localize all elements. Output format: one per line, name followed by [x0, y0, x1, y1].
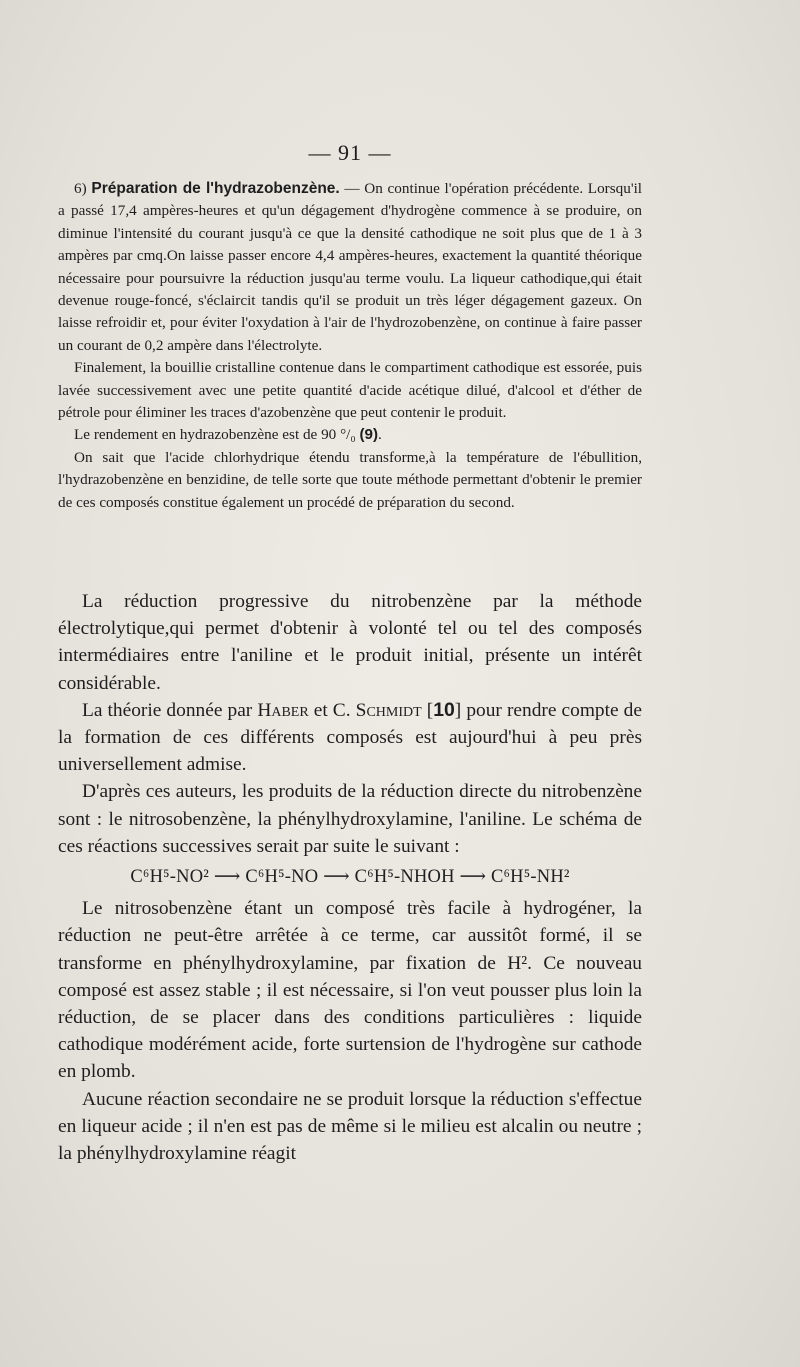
paragraph-reaction-secondaire: Aucune réaction secondaire ne se produit lorsque la réduction s'effectue en liqueur acide ; il n'en est pas de même si le milieu est alcalin ou neutre ; la phénylhydroxylamine réagit: [58, 1088, 642, 1165]
paragraph-reduction: La réduction progressive du nitrobenzène par la méthode électrolytique,qui permet d'obtenir à volonté tel ou tel des composés intermédiaires entre l'aniline et le produit initial, présente un intérêt considérable.: [58, 591, 642, 694]
paragraph-finalement: Finalement, la bouillie cristalline contenue dans le compartiment cathodique est essorée, puis lavée successivement avec une petite quantité d'acide acétique dilué, d'alcool et d'éther de pétrole pour éliminer les traces d'azobenzène que peut contenir le produit.: [58, 359, 642, 422]
paragraph-auteurs: D'après ces auteurs, les produits de la réduction directe du nitrobenzène sont : le nitrosobenzène, la phénylhydroxylamine, l'aniline. Le schéma de ces réactions successives serait par suite le suivant :: [58, 781, 642, 857]
theorie-text-b: et C.: [308, 699, 356, 721]
theorie-text-a: La théorie donnée par: [82, 699, 258, 721]
theorie-text-d: ] pour rendre compte de la formation de ces différents composés est aujourd'hui à peu près universellement admise.: [58, 699, 642, 776]
page-number: — 91 —: [308, 140, 392, 165]
paragraph-theorie: [58, 697, 642, 779]
paragraph-preparation: [58, 178, 642, 357]
paragraph-text: — On continue l'opération précédente. Lorsqu'il a passé 17,4 ampères-heures et qu'un dégagement d'hydrogène commence à se produire, on diminue l'intensité du courant jusqu'à ce que la densité cathodique ne soit plus que de 1 à 3 ampères par cmq.On laisse passer encore 4,4 ampères-heures, exactement la quantité théorique nécessaire pour poursuivre la réduction jusqu'au terme voulu. La liqueur cathodique,qui était devenue rouge-foncé, s'éclaircit tandis qu'il se produit un très léger dégagement gazeux. On laisse refroidir et, pour éviter l'oxydation à l'air de l'hydrozobenzène, on continue à faire passer un courant de 0,2 ampère dans l'électrolyte.: [58, 180, 643, 354]
author-haber: Haber: [257, 699, 309, 721]
item-number: 6): [74, 180, 87, 197]
author-schmidt: Schmidt: [355, 699, 422, 721]
preparation-section: [58, 178, 642, 514]
reaction-formula: C⁶H⁵-NO² ⟶ C⁶H⁵-NO ⟶ C⁶H⁵-NHOH ⟶ C⁶H⁵-NH²: [130, 867, 570, 888]
paragraph-rendement: [58, 424, 642, 446]
main-text: [58, 588, 642, 1167]
reference-10: 10: [433, 698, 455, 721]
section-heading: Préparation de l'hydrazobenzène.: [91, 180, 340, 197]
rendement-text: Le rendement en hydrazobenzène est de 90 °/₀: [74, 426, 360, 444]
paragraph-nitrosobenzene: Le nitrosobenzène étant un composé très facile à hydrogéner, la réduction ne peut-être arrêtée à ce terme, car aussitôt formé, il se transforme en phénylhydroxylamine, par fixation de H². Ce nouveau composé est assez stable ; il est nécessaire, si l'on veut pousser plus loin la réduction, de se placer dans des conditions particulières : liquide cathodique modérément acide, forte surtension de l'hydrogène sur cathode en plomb.: [58, 898, 642, 1083]
theorie-text-c: [: [421, 699, 434, 721]
paragraph-benzidine: On sait que l'acide chlorhydrique étendu transforme,à la température de l'ébullition, l'hydrazobenzène en benzidine, de telle sorte que toute méthode permettant d'obtenir le premier de ces composés constitue également un procédé de préparation du second.: [58, 448, 642, 511]
reference-9: (9): [359, 426, 379, 444]
rendement-end: .: [378, 426, 382, 444]
